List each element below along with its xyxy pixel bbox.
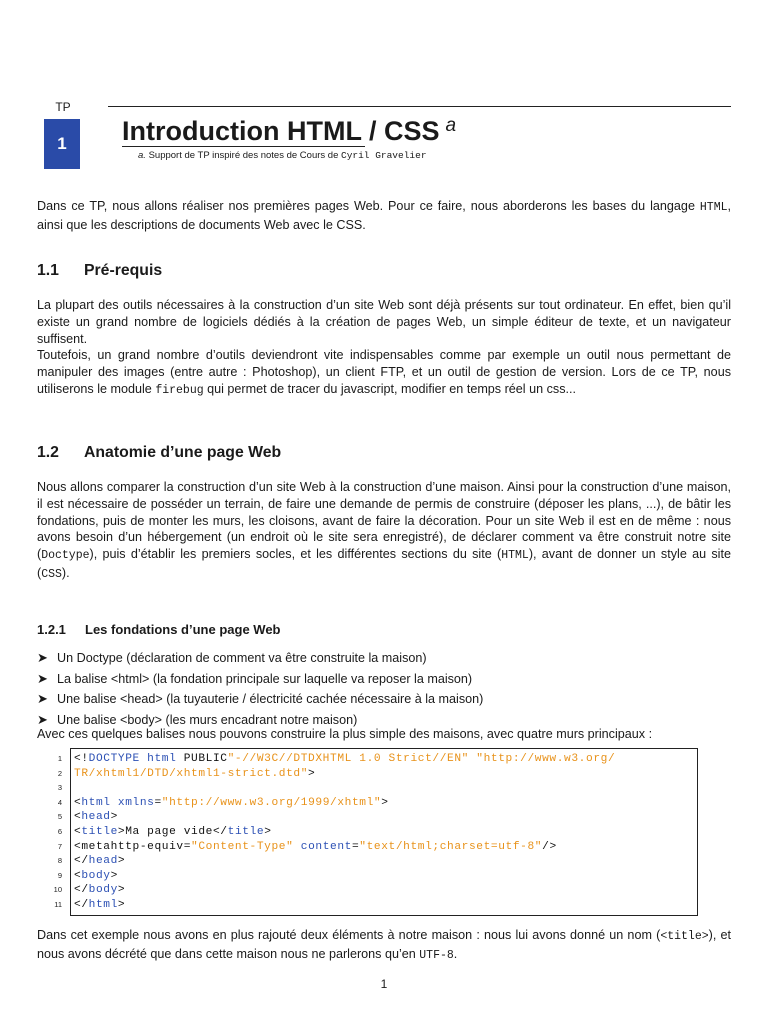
arrow-bullet-icon: ➤	[37, 691, 48, 707]
footnote-author: Cyril Gravelier	[341, 150, 427, 161]
footnote-text: Support de TP inspiré des notes de Cours de	[148, 150, 339, 161]
footnote-mark: a.	[138, 150, 146, 161]
code-string: TR/xhtml1/DTD/xhtml1-strict.dtd"	[74, 767, 309, 780]
code-line	[74, 854, 694, 869]
list-item	[37, 669, 731, 690]
code-text: </	[74, 855, 89, 868]
code-text: >	[264, 825, 272, 838]
code-text: >	[308, 767, 316, 780]
line-number: 1	[57, 754, 62, 763]
section-number: 1.1	[37, 262, 59, 279]
prereq-paragraph-1: La plupart des outils nécessaires à la construction d’un site Web sont déjà présents sur tout ordinateur. En effet, bien qu’il existe un grand nombre de logiciels dédiés à la création de pages Web, un simple éditeur de texte, et un navigateur suffisent.	[37, 298, 731, 346]
anatomy-code-doctype: Doctype	[41, 549, 90, 563]
code-line	[74, 781, 694, 796]
line-number: 6	[57, 826, 62, 836]
footnote	[138, 149, 427, 162]
code-keyword: html xmlns	[81, 796, 155, 809]
list-item-text: Une balise <body> (les murs encadrant notre maison)	[57, 712, 358, 727]
subsection-number: 1.2.1	[37, 622, 66, 637]
prereq-paragraph-2	[37, 347, 731, 399]
footnote-rule	[122, 146, 365, 147]
code-line	[74, 825, 694, 840]
code-line	[74, 883, 694, 898]
closing-code-utf8: UTF-8	[419, 948, 454, 962]
anatomy-text-a: Nous allons comparer la construction d’un site Web à la construction d’une maison. Ainsi pour la construction d’une maison, il est nécessaire de posséder un terrain, de faire une demande de permis de construire (déposer les plans, ...), de bâtir les fondations, puis de monter les murs, les cloisons, avant de faire la décoration. Pour un site Web il est en de même : nous avons besoin d’un hébergement (un endroit où le site sera enregistré), de déclarer comment va être construit notre site (	[37, 480, 731, 562]
line-number: 7	[57, 841, 62, 851]
code-text: </	[74, 884, 89, 897]
page-number: 1	[380, 977, 388, 991]
code-text: </	[74, 898, 89, 911]
code-lines	[74, 752, 694, 913]
code-line	[74, 752, 694, 767]
code-line	[74, 810, 694, 825]
line-number: 3	[57, 783, 62, 793]
code-text: <	[74, 869, 82, 882]
subsection-1-2-1-heading	[37, 622, 281, 637]
list-item-text: Une balise <head> (la tuyauterie / électricité cachée nécessaire à la maison)	[57, 692, 484, 707]
code-text: >	[110, 869, 118, 882]
code-keyword: DOCTYPE html	[88, 753, 177, 765]
title-footnote-sup: a	[445, 115, 457, 136]
closing-text-1: Dans cet exemple nous avons en plus rajouté deux éléments à notre maison : nous lui avons donné un nom (	[37, 928, 661, 942]
section-1-1-heading	[37, 262, 162, 280]
closing-text-3: .	[453, 946, 458, 961]
code-text: =	[154, 796, 162, 809]
line-number: 8	[57, 856, 62, 866]
code-text	[293, 841, 300, 853]
code-text: />	[542, 840, 557, 853]
code-text: <	[74, 825, 82, 838]
anatomy-paragraph	[37, 479, 731, 584]
code-text: <!	[74, 753, 89, 765]
code-keyword: head	[81, 811, 111, 824]
code-text: >Ma page vide</	[117, 825, 228, 838]
code-text: <	[74, 811, 82, 824]
code-text: >	[117, 855, 126, 868]
anatomy-text-b: ), puis d’établir les premiers socles, et les différentes sections du site (	[89, 547, 502, 562]
prereq-text-b: qui permet de tracer du javascript, modifier en temps réel un css...	[203, 381, 577, 396]
section-number: 1.2	[37, 444, 59, 461]
code-line	[74, 869, 694, 884]
code-line	[74, 796, 694, 811]
line-number: 11	[54, 899, 62, 909]
closing-paragraph	[37, 927, 731, 965]
prereq-text-a: Toutefois, un grand nombre d’outils deviendront vite indispensables comme par exemple un outil nous permettant de manipuler des images (entre autre : Photoshop), un client FTP, et un outil de gestion de version. Lors de ce TP, nous utiliserons le module	[37, 348, 731, 396]
code-text: >	[117, 898, 126, 911]
section-1-2-heading	[37, 444, 281, 462]
code-keyword: body	[88, 884, 118, 897]
anatomy-code-html: HTML	[501, 549, 529, 563]
code-string: "http://www.w3.org/	[476, 753, 616, 765]
section-title: Anatomie d’une page Web	[84, 444, 282, 461]
code-string: "-//W3C//DTDXHTML 1.0 Strict//EN"	[227, 753, 469, 765]
anatomy-text-c: ), avant de donner un style au site (	[37, 547, 731, 580]
after-bullets-text: Avec ces quelques balises nous pouvons construire la plus simple des maisons, avec quatre murs principaux :	[37, 727, 653, 741]
code-text: >	[117, 884, 126, 897]
foundations-list	[37, 648, 731, 730]
line-number: 10	[53, 885, 62, 895]
tp-number-box	[44, 119, 80, 169]
code-line	[74, 840, 694, 855]
arrow-bullet-icon: ➤	[37, 670, 48, 686]
closing-code-title: <title>	[660, 930, 709, 943]
code-string: "http://www.w3.org/1999/xhtml"	[161, 796, 382, 809]
prereq-code-firebug: firebug	[155, 383, 204, 397]
code-line	[74, 767, 694, 782]
tp-number: 1	[57, 134, 67, 153]
line-number: 4	[57, 797, 62, 807]
line-number: 5	[57, 812, 62, 822]
arrow-bullet-icon: ➤	[37, 650, 48, 665]
anatomy-text-d: ).	[61, 565, 70, 580]
page-title-text: Introduction HTML / CSS	[122, 116, 440, 146]
list-item-text: Un Doctype (déclaration de comment va être construite la maison)	[57, 651, 427, 665]
list-item	[37, 689, 731, 710]
code-keyword: title	[81, 825, 118, 838]
tp-label: TP	[55, 100, 71, 114]
line-number: 2	[57, 768, 62, 778]
code-text: PUBLIC	[176, 753, 228, 765]
code-text: >	[381, 796, 389, 809]
code-keyword: body	[81, 869, 111, 882]
code-line	[74, 898, 694, 913]
code-text: >	[110, 811, 118, 824]
code-keyword: title	[227, 825, 265, 838]
line-number: 9	[57, 870, 62, 880]
code-text: <	[74, 796, 82, 809]
anatomy-code-css: CSS	[41, 567, 62, 581]
section-title: Pré-requis	[84, 262, 163, 279]
code-keyword: html	[88, 898, 118, 911]
intro-code-html: HTML	[699, 201, 728, 214]
code-line-numbers	[36, 752, 62, 913]
subsection-title: Les fondations d’une page Web	[85, 622, 281, 637]
arrow-bullet-icon: ➤	[37, 711, 48, 727]
page-title	[122, 108, 456, 149]
section-1-1-body	[37, 297, 731, 400]
intro-text-2: , ainsi que les descriptions de documents Web avec le CSS.	[37, 199, 731, 232]
closing-text-2: ), et nous avons décrété que dans cette maison nous ne parlerons qu’en	[37, 928, 731, 961]
code-string: "Content-Type"	[191, 840, 294, 853]
code-keyword: head	[88, 855, 118, 868]
code-keyword: content	[300, 840, 352, 853]
title-rule	[108, 106, 731, 107]
intro-paragraph	[37, 198, 731, 234]
list-item-text: La balise <html> (la fondation principale sur laquelle va reposer la maison)	[57, 671, 473, 686]
code-string: "text/html;charset=utf-8"	[359, 840, 543, 853]
code-text: =	[351, 840, 360, 853]
list-item	[37, 648, 731, 669]
intro-text-1: Dans ce TP, nous allons réaliser nos premières pages Web. Pour ce faire, nous aborderons les bases du langage	[37, 199, 700, 213]
code-text: <metahttp-equiv=	[74, 840, 192, 853]
